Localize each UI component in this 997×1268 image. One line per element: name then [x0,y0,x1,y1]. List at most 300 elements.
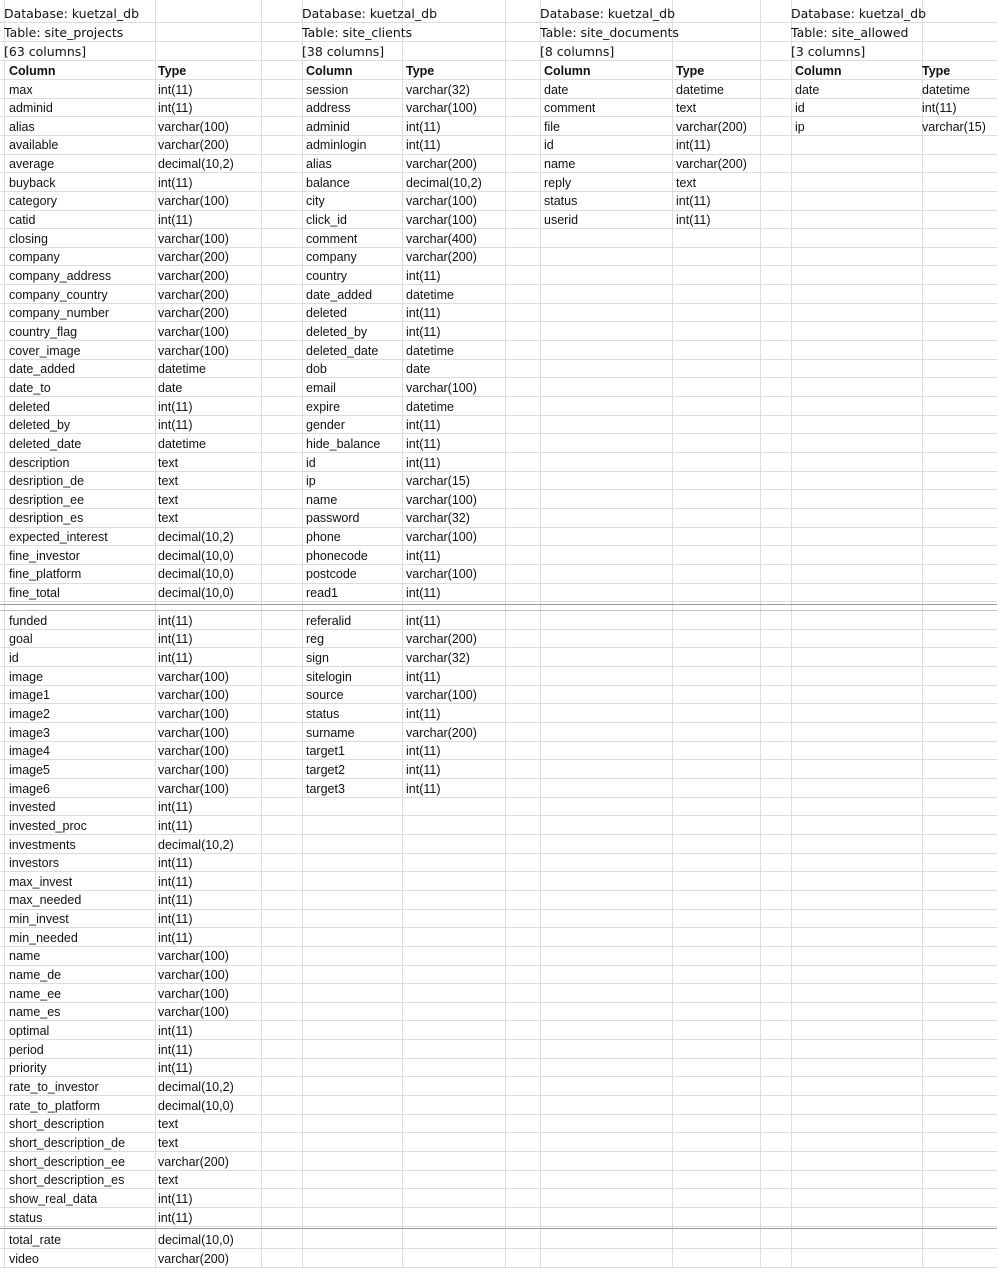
column-name-cell: show_real_data [9,1191,98,1206]
grid-row [0,742,997,761]
column-type-cell: int(11) [158,418,193,433]
grid-row [0,667,997,686]
column-type-cell: int(11) [158,1191,193,1206]
grid-column-line [155,0,156,1268]
column-type-cell: int(11) [406,781,441,796]
column-name-cell: max_invest [9,874,73,889]
column-name-cell: image3 [9,725,50,740]
column-type-cell: varchar(15) [406,474,470,489]
column-name-cell: address [306,101,351,116]
column-name-cell: country_flag [9,324,78,339]
column-type-cell: int(11) [158,1024,193,1038]
column-type-cell: int(11) [158,1042,193,1057]
column-type-cell: varchar(100) [158,688,229,703]
column-type-cell: varchar(100) [406,530,477,545]
column-name-cell: surname [306,725,355,740]
page-break-line [0,604,997,605]
column-type-cell: int(11) [676,213,711,228]
column-type-cell: varchar(100) [158,231,229,246]
page-break-line [0,1228,997,1229]
column-header: Column [795,64,842,78]
column-type-cell: text [158,492,179,507]
column-name-cell: company_address [9,269,112,283]
grid-row [0,1133,997,1152]
column-name-cell: image6 [9,781,50,796]
column-type-cell: varchar(400) [406,231,477,246]
grid-row [0,267,997,286]
column-type-cell: int(11) [922,101,957,116]
column-type-cell: varchar(100) [158,669,229,684]
column-name-cell: name_es [9,1005,61,1020]
column-type-cell: int(11) [158,632,193,647]
column-name-cell: dob [306,362,327,377]
column-name-cell: name [544,157,576,172]
column-type-cell: int(11) [406,762,441,777]
grid-column-line [505,0,506,1268]
column-name-cell: session [306,82,349,97]
column-type-cell: varchar(100) [406,380,477,395]
grid-row [0,80,997,99]
grid-row [0,966,997,985]
column-type-cell: decimal(10,0) [158,586,234,601]
column-name-cell: reg [306,632,325,647]
column-type-cell: text [158,1117,179,1132]
column-name-cell: catid [9,213,36,228]
column-type-cell: int(11) [406,269,441,283]
column-name-cell: source [306,688,344,703]
column-name-cell: buyback [9,175,56,190]
column-name-cell: deleted [9,399,51,414]
column-name-cell: name [9,949,41,964]
column-type-cell: decimal(10,2) [158,530,234,545]
column-type-cell: varchar(200) [158,269,229,283]
grid-row [0,173,997,192]
grid-column-line [261,0,262,1268]
column-type-cell: varchar(32) [406,82,470,97]
column-name-cell: target2 [306,762,345,777]
column-name-cell: company [9,250,60,265]
column-type-cell: varchar(200) [406,632,477,647]
database-label: Database: kuetzal_db [4,6,140,21]
column-type-cell: int(11) [406,455,441,470]
grid-column-line [922,0,923,1268]
column-name-cell: gender [306,418,345,433]
column-name-cell: image1 [9,688,50,703]
grid-row [0,584,997,603]
column-header: Column [544,64,591,78]
column-type-cell: int(11) [158,800,193,815]
column-type-cell: int(11) [158,874,193,889]
column-type-cell: int(11) [406,548,441,563]
column-type-cell: int(11) [406,138,441,153]
column-name-cell: image2 [9,706,50,721]
grid-row [0,760,997,779]
column-type-cell: varchar(100) [406,688,477,703]
column-type-cell: datetime [406,343,454,358]
column-type-cell: decimal(10,2) [158,1079,234,1094]
grid-row [0,434,997,453]
grid-row [0,1115,997,1134]
column-name-cell: status [306,706,340,721]
grid-row [0,1040,997,1059]
grid-row [0,155,997,174]
column-name-cell: date_added [306,287,373,302]
column-type-cell: int(11) [406,613,441,628]
grid-row [0,928,997,947]
grid-row [0,509,997,528]
column-type-cell: int(11) [158,101,193,116]
type-header: Type [158,64,187,78]
column-name-cell: name [306,492,338,507]
column-name-cell: deleted_date [9,436,82,451]
column-name-cell: min_needed [9,930,78,945]
column-type-cell: datetime [158,436,206,451]
grid-row [0,211,997,230]
column-type-cell: varchar(100) [158,343,229,358]
column-name-cell: ip [306,474,316,489]
column-type-cell: text [158,1173,179,1188]
column-name-cell: sitelogin [306,669,352,684]
column-name-cell: balance [306,175,350,190]
type-header: Type [922,64,951,78]
column-type-cell: text [158,474,179,489]
column-type-cell: int(11) [158,399,193,414]
column-name-cell: sign [306,651,329,665]
column-name-cell: date_added [9,362,76,377]
column-type-cell: varchar(200) [158,1154,229,1169]
column-type-cell: decimal(10,0) [158,548,234,563]
grid-row [0,360,997,379]
grid-row [0,1171,997,1190]
column-name-cell: image4 [9,744,50,759]
column-type-cell: int(11) [158,82,193,97]
column-name-cell: expected_interest [9,530,108,545]
grid-row [0,872,997,891]
grid-row [0,854,997,873]
column-name-cell: target3 [306,781,345,796]
column-type-cell: text [158,1135,179,1150]
column-name-cell: deleted_by [306,324,368,339]
column-name-cell: date [795,82,820,97]
column-type-cell: text [158,455,179,470]
column-name-cell: name_ee [9,986,62,1001]
column-name-cell: image [9,669,44,684]
column-type-cell: decimal(10,2) [158,837,234,852]
column-type-cell: text [676,175,697,190]
column-type-cell: datetime [406,287,454,302]
column-name-cell: phonecode [306,548,368,563]
grid-row [0,649,997,668]
column-name-cell: date_to [9,380,51,395]
grid-row [0,528,997,547]
grid-row [0,453,997,472]
table-name-label: Table: site_allowed [791,25,909,40]
column-name-cell: rate_to_investor [9,1079,99,1094]
column-name-cell: max [9,82,33,97]
grid-column-line [791,0,792,1268]
grid-row [0,835,997,854]
column-name-cell: deleted_date [306,343,379,358]
column-name-cell: total_rate [9,1233,62,1248]
column-name-cell: fine_total [9,586,60,601]
column-type-cell: varchar(200) [406,157,477,172]
grid-row [0,630,997,649]
column-type-cell: int(11) [406,119,441,134]
column-name-cell: short_description_de [9,1135,126,1150]
column-name-cell: rate_to_platform [9,1098,101,1113]
column-type-cell: varchar(100) [158,968,229,983]
table-name-label: Table: site_clients [302,25,413,40]
column-name-cell: closing [9,231,48,246]
column-type-cell: decimal(10,0) [158,567,234,582]
column-name-cell: investments [9,837,76,852]
column-name-cell: target1 [306,744,345,759]
column-name-cell: email [306,380,336,395]
type-header: Type [406,64,435,78]
grid-row [0,1022,997,1041]
column-type-cell: int(11) [406,324,441,339]
column-name-cell: alias [306,157,332,172]
column-name-cell: deleted [306,306,348,321]
column-type-cell: varchar(32) [406,511,470,526]
column-name-cell: company [306,250,357,265]
column-type-cell: varchar(200) [406,725,477,740]
column-type-cell: int(11) [158,818,193,833]
database-label: Database: kuetzal_db [540,6,676,21]
column-type-cell: int(11) [158,912,193,927]
grid-column-line [540,0,541,1268]
column-type-cell: int(11) [676,138,711,153]
column-name-cell: ip [795,119,805,134]
grid-row [0,490,997,509]
grid-row [0,378,997,397]
grid-row [0,704,997,723]
column-name-cell: hide_balance [306,436,381,451]
column-type-cell: int(11) [406,418,441,433]
column-type-cell: varchar(200) [158,1251,229,1266]
column-name-cell: expire [306,399,341,414]
column-type-cell: varchar(100) [406,492,477,507]
column-type-cell: text [676,101,697,116]
column-type-cell: varchar(100) [158,762,229,777]
grid-row [0,61,997,80]
grid-row [0,779,997,798]
column-name-cell: password [306,511,360,526]
column-count-label: [63 columns] [4,44,87,59]
column-type-cell: int(11) [158,651,193,665]
column-name-cell: fine_platform [9,567,82,582]
column-name-cell: min_invest [9,912,69,927]
grid-row [0,798,997,817]
column-name-cell: fine_investor [9,548,80,563]
column-name-cell: postcode [306,567,357,582]
column-type-cell: int(11) [158,930,193,945]
grid-row [0,1189,997,1208]
column-name-cell: funded [9,613,48,628]
grid-row [0,1152,997,1171]
column-name-cell: adminid [306,119,350,134]
column-name-cell: short_description_ee [9,1154,126,1169]
grid-row [0,192,997,211]
column-type-cell: varchar(100) [158,324,229,339]
column-name-cell: short_description_es [9,1173,125,1188]
column-name-cell: goal [9,632,33,647]
column-name-cell: adminid [9,101,53,116]
column-type-cell: varchar(100) [158,1005,229,1020]
column-name-cell: average [9,157,55,172]
column-name-cell: priority [9,1061,47,1076]
column-type-cell: decimal(10,2) [406,175,482,190]
column-type-cell: datetime [676,82,724,97]
column-type-cell: int(11) [158,613,193,628]
grid-row [0,285,997,304]
column-type-cell: int(11) [158,213,193,228]
grid-column-line [402,0,403,1268]
column-type-cell: varchar(100) [158,781,229,796]
grid-row [0,910,997,929]
column-name-cell: date [544,82,569,97]
column-name-cell: adminlogin [306,138,367,153]
column-name-cell: name_de [9,968,62,983]
column-name-cell: read1 [306,586,338,601]
grid-column-line [760,0,761,1268]
grid-row [0,341,997,360]
column-name-cell: userid [544,213,579,228]
column-type-cell: varchar(100) [158,706,229,721]
column-name-cell: country [306,269,347,283]
grid-row [0,1059,997,1078]
column-name-cell: video [9,1251,39,1266]
grid-row [0,1208,997,1227]
column-type-cell: int(11) [158,893,193,908]
column-type-cell: varchar(200) [676,157,747,172]
column-name-cell: invested [9,800,56,815]
database-label: Database: kuetzal_db [302,6,438,21]
column-name-cell: investors [9,856,60,871]
grid-row [0,229,997,248]
column-name-cell: status [544,194,578,209]
column-type-cell: int(11) [406,436,441,451]
column-name-cell: phone [306,530,341,545]
column-count-label: [8 columns] [540,44,615,59]
column-type-cell: datetime [406,399,454,414]
grid-row [0,686,997,705]
grid-row [0,891,997,910]
column-type-cell: int(11) [406,706,441,721]
column-type-cell: varchar(100) [406,567,477,582]
column-type-cell: datetime [158,362,206,377]
column-name-cell: image5 [9,762,50,777]
column-type-cell: varchar(100) [158,744,229,759]
grid-column-line [672,0,673,1268]
column-name-cell: max_needed [9,893,82,908]
column-name-cell: click_id [306,213,347,228]
column-header: Column [306,64,353,78]
column-type-cell: varchar(100) [406,101,477,116]
grid-row [0,1231,997,1250]
column-type-cell: varchar(200) [158,306,229,321]
grid-row [0,136,997,155]
grid-row [0,416,997,435]
column-type-cell: varchar(200) [158,138,229,153]
column-type-cell: int(11) [676,194,711,209]
grid-row [0,99,997,118]
column-type-cell: varchar(32) [406,651,470,665]
grid-row [0,1096,997,1115]
column-type-cell: varchar(200) [676,119,747,134]
column-count-label: [3 columns] [791,44,866,59]
column-type-cell: varchar(200) [158,287,229,302]
column-name-cell: id [9,651,19,665]
column-type-cell: decimal(10,0) [158,1233,234,1248]
grid-row [0,611,997,630]
grid-row [0,816,997,835]
grid-row [0,546,997,565]
column-type-cell: varchar(100) [158,119,229,134]
column-type-cell: decimal(10,2) [158,157,234,172]
column-type-cell: varchar(100) [406,194,477,209]
column-name-cell: id [544,138,554,153]
column-name-cell: status [9,1210,43,1225]
column-name-cell: description [9,455,70,470]
table-name-label: Table: site_documents [540,25,679,40]
column-name-cell: comment [306,231,358,246]
column-type-cell: int(11) [406,669,441,684]
grid-row [0,1003,997,1022]
column-name-cell: comment [544,101,596,116]
grid-row [0,984,997,1003]
column-name-cell: invested_proc [9,818,87,833]
grid-row [0,1077,997,1096]
column-type-cell: varchar(200) [406,250,477,265]
column-name-cell: id [795,101,805,116]
column-type-cell: int(11) [158,1061,193,1076]
column-name-cell: desription_ee [9,492,85,507]
page-break-line [0,610,997,611]
column-type-cell: text [158,511,179,526]
column-name-cell: referalid [306,613,352,628]
column-name-cell: id [306,455,316,470]
column-count-label: [38 columns] [302,44,385,59]
column-name-cell: deleted_by [9,418,71,433]
column-name-cell: period [9,1042,44,1057]
column-type-cell: date [406,362,431,377]
column-type-cell: int(11) [406,586,441,601]
grid-row [0,723,997,742]
grid-row [0,565,997,584]
type-header: Type [676,64,705,78]
column-name-cell: available [9,138,59,153]
column-name-cell: cover_image [9,343,81,358]
column-type-cell: varchar(15) [922,119,986,134]
column-type-cell: datetime [922,82,970,97]
column-type-cell: varchar(100) [158,986,229,1001]
column-type-cell: decimal(10,0) [158,1098,234,1113]
grid-row [0,472,997,491]
grid-column-line [4,0,5,1268]
column-type-cell: varchar(200) [158,250,229,265]
grid-row [0,304,997,323]
grid-row [0,947,997,966]
column-name-cell: file [544,119,560,134]
column-type-cell: varchar(100) [158,725,229,740]
column-type-cell: varchar(100) [158,949,229,964]
column-name-cell: company_country [9,287,108,302]
column-type-cell: int(11) [158,856,193,871]
column-type-cell: int(11) [158,175,193,190]
grid-row [0,397,997,416]
column-name-cell: desription_es [9,511,84,526]
